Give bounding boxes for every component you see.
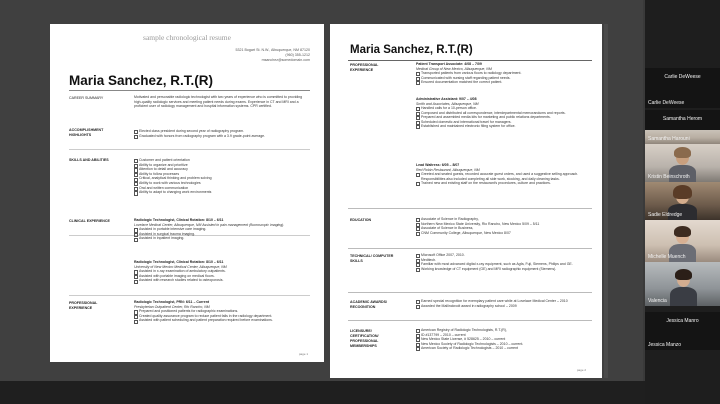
- list-item: Familiar with most advanced digital x-ray equipment, such as Agfa, Fuji, Siemens, Philips and GE.: [416, 262, 588, 267]
- address-line: 5321 Bogart St. N.W., Albuquerque, NM 87120: [235, 48, 310, 52]
- list-item: Associate of Science in Business,: [416, 226, 588, 231]
- divider: [348, 320, 592, 321]
- list-item: Earned special recognition for exemplary patient care while at Lovelace Medical Center – 2010: [416, 299, 588, 304]
- divider: [348, 208, 592, 209]
- participant-name: Samantha Harouni: [648, 136, 690, 142]
- awards-list: [416, 299, 588, 308]
- email-line: msanchez@somedomain.com: [261, 58, 310, 63]
- professional-label: PROFESSIONAL EXPERIENCE: [350, 63, 379, 72]
- list-item: Trained new and existing staff on the restaurant's procedures, culture and practices.: [416, 181, 588, 186]
- list-item: Assisted in portable intensive care imaging.: [134, 227, 310, 232]
- participant-video-tile[interactable]: [645, 262, 720, 306]
- list-item: Transported patients from various floors to radiology department.: [416, 71, 588, 76]
- education-label: EDUCATION: [350, 218, 372, 222]
- list-item: Prepared and assembled media kits for marketing and public relations departments.: [416, 115, 588, 120]
- license-id: ID #137799 – 2010 – current: [421, 332, 466, 337]
- divider: [348, 60, 592, 61]
- list-item: American Registry of Radiologic Technologists, R.T.(R),: [416, 328, 588, 333]
- job-place: University of New Mexico Medical Center, Albuquerque, NM: [134, 264, 227, 269]
- job-place: Red Robin Restaurant, Albuquerque, NM: [416, 167, 480, 172]
- participant-name: Kristin Beinschroth: [648, 174, 690, 180]
- participant-name: Michelle Muench: [648, 254, 686, 260]
- job-duties: [416, 106, 588, 129]
- job-title: Patient Transport Associate: 4/08 – 7/09: [416, 62, 482, 66]
- list-item: Assisted in surgical trauma imaging.: [134, 232, 310, 237]
- clinical-label: CLINICAL EXPERIENCE: [69, 219, 110, 223]
- list-item: Meditech.: [416, 258, 588, 263]
- job-duties: [416, 172, 588, 186]
- job-place: Medical Group of New Mexico, Albuquerque, NM: [416, 66, 492, 71]
- job-duties: [134, 309, 310, 323]
- list-item: Created quality assurance program to reduce patient falls in the radiology department.: [134, 314, 310, 319]
- resume-page-1: [50, 24, 324, 362]
- list-item: Critical, analytical thinking and problem solving: [134, 176, 310, 181]
- list-item: Awarded the Mallinckrodt award in radiography school – 2009: [416, 304, 588, 309]
- participant-gallery: [645, 0, 720, 404]
- job-duties: [134, 269, 310, 283]
- list-item: Ability to follow processes: [134, 172, 310, 177]
- resume-page-2: [330, 24, 602, 378]
- list-item: New Mexico State License, # 528625 – 2010 – current: [416, 337, 588, 342]
- resume-name: Maria Sanchez, R.T.(R): [69, 73, 214, 88]
- divider: [69, 149, 310, 150]
- education-school: Northern New Mexico State University, Rio Rancho, New Mexico 5/09 – 5/11: [421, 221, 540, 226]
- list-item: [416, 231, 588, 236]
- participant-name: Carlie DeWeese: [664, 74, 701, 80]
- participant-video-tile[interactable]: [645, 130, 720, 144]
- job-title: Radiologic Technologist, Clinical Rotation: 8/10 – 6/11: [134, 218, 224, 222]
- list-item: Ability to work with various technologies: [134, 181, 310, 186]
- participant-tile[interactable]: [645, 88, 720, 108]
- job-entry-2: [416, 97, 588, 129]
- participant-name: Valencia: [648, 298, 667, 304]
- page-number: page 2: [576, 368, 586, 372]
- participant-tile[interactable]: [645, 68, 720, 88]
- professional-label: PROFESSIONAL EXPERIENCE: [69, 301, 98, 310]
- job-entry-3: [416, 163, 588, 186]
- meeting-toolbar: [0, 381, 645, 404]
- participant-hair: [673, 185, 692, 199]
- technical-skills-label: TECHNICAL/ COMPUTER SKILLS: [350, 254, 394, 263]
- job-title: Radiologic Technologist, PRN: 6/11 – Current: [134, 300, 210, 304]
- participant-tile[interactable]: [645, 110, 720, 130]
- job-title: Administrative Assistant: 9/07 – 4/08: [416, 97, 477, 101]
- list-item: Communicated with nursing staff regarding patient needs.: [416, 76, 588, 81]
- job-place: Smith and Associates, Albuquerque, NM: [416, 101, 479, 106]
- participant-video-tile[interactable]: [645, 182, 720, 220]
- divider: [348, 248, 592, 249]
- participant-name: Jessica Manro: [666, 318, 699, 324]
- list-item: Customer and patient orientation: [134, 158, 310, 163]
- list-item: Oral and written communication: [134, 186, 310, 191]
- clinical-entry-1: [134, 218, 310, 241]
- accomplishment-label: ACCOMPLISHMENT HIGHLIGHTS: [69, 128, 104, 137]
- resume-name: Maria Sanchez, R.T.(R): [350, 44, 473, 56]
- job-duties: [416, 71, 588, 85]
- list-item: Microsoft Office 2007, 2010.: [416, 253, 588, 258]
- list-item: New Mexico Society of Radiologic Technologists – 2010 – current.: [416, 342, 588, 347]
- job-title: Radiologic Technologist, Clinical Rotation: 8/10 – 6/11: [134, 260, 224, 264]
- list-item: Graduated with honors from radiography program with a 3.9 grade-point average.: [134, 134, 310, 139]
- divider: [348, 292, 592, 293]
- list-item: Assisted with portable imaging on medical floors.: [134, 274, 310, 279]
- list-item: Composed and distributed all correspondence, interdepartmental memorandums and reports.: [416, 111, 588, 116]
- accomplishment-list: [134, 129, 310, 138]
- list-item: American Society of Radiologic Technologists – 2010 – current: [416, 346, 588, 351]
- list-item: Ability to organize and prioritize: [134, 163, 310, 168]
- list-item: Assisted with patient scheduling and patient preparation required before examinations.: [134, 318, 310, 323]
- education-school: CNM Community College, Albuquerque, New Mexico 8/07: [421, 230, 511, 235]
- participant-body: [670, 287, 697, 306]
- technical-skills-list: [416, 253, 588, 271]
- list-item: Attention to detail and accuracy: [134, 167, 310, 172]
- skills-list: [134, 158, 310, 195]
- professional-entry: [134, 300, 310, 323]
- divider: [69, 295, 310, 296]
- list-item: Established and maintained electronic filing system for office.: [416, 124, 588, 129]
- participant-name: Samantha Herom: [662, 116, 703, 122]
- participant-name: Carlie DeWeese: [648, 100, 685, 106]
- skills-label: SKILLS AND ABILITIES: [69, 158, 109, 162]
- job-title: Lead Waitress: 6/05 – 8/07: [416, 163, 460, 167]
- participant-video-tile[interactable]: [645, 144, 720, 182]
- education-list: [416, 217, 588, 235]
- participant-tile[interactable]: [645, 330, 720, 350]
- participant-hair: [674, 147, 691, 158]
- list-item: Elected class president during second year of radiography program.: [134, 129, 310, 134]
- list-item: Associate of Science in Radiography,: [416, 217, 588, 222]
- list-item: Ensured documentation matched the correct patient.: [416, 80, 588, 85]
- list-item: Scheduled domestic and international travel for managers.: [416, 120, 588, 125]
- page-number: page 1: [298, 352, 308, 356]
- participant-hair: [675, 269, 692, 280]
- list-item: Assisted with research studies related to osteoporosis.: [134, 278, 310, 283]
- career-summary-label: CAREER SUMMARY: [69, 96, 104, 100]
- list-item: Greeted and seated guests, recorded accurate guest orders, and used a suggestive selling approach. Responsibilities also included completing all side work, stocking, and daily cleaning tasks.: [416, 172, 588, 181]
- licensure-list: [416, 328, 588, 351]
- participant-hair: [674, 226, 691, 237]
- participant-name: Jessica Manzo: [648, 342, 682, 348]
- licensure-label: LICENSURE/ CERTIFICATION/ PROFESSIONAL MEMBERSHIPS: [350, 329, 379, 348]
- job-entry-1: [416, 62, 588, 85]
- list-item: Working knowledge of CT equipment (GE) and MRI radiographic equipment (Siemens).: [416, 267, 588, 272]
- list-item: Assisted in x-ray examination of ambulatory outpatients.: [134, 269, 310, 274]
- participant-video-tile[interactable]: [645, 220, 720, 262]
- job-place: Presbyterian Outpatient Center, Rio Rancho, NM: [134, 304, 210, 309]
- clinical-entry-2: [134, 260, 310, 283]
- resume-subtitle: sample chronological resume: [143, 33, 231, 42]
- list-item: Prepared and positioned patients for radiographic examinations.: [134, 309, 310, 314]
- scrollbar[interactable]: [604, 24, 608, 378]
- contact-block: [235, 48, 310, 64]
- job-place: Lovelace Medical Center, Albuquerque, NM Assisted in pain management (fluoroscopic imaging).: [134, 222, 285, 227]
- divider: [69, 90, 310, 91]
- awards-label: ACADEMIC AWARDS/ RECOGNITION: [350, 300, 388, 309]
- participant-tile[interactable]: [645, 312, 720, 332]
- participant-name: Sadie Eldredge: [648, 212, 683, 218]
- list-item: Handled calls for a 10-person office.: [416, 106, 588, 111]
- career-summary-text: Motivated and personable radiologic technologist with two years of experience who is committed to providing high-quality radiologic services and meeting patient needs during exams. Experience in CT and MRI and a proficient user of radiology management and hospital information systems. CPR certified.: [134, 95, 303, 109]
- list-item: Ability to adapt to changing work environments: [134, 190, 310, 195]
- job-duties: [134, 227, 310, 241]
- phone-line: (960) 355-1212: [285, 53, 310, 58]
- list-item: Assisted in inpatient imaging.: [134, 236, 310, 241]
